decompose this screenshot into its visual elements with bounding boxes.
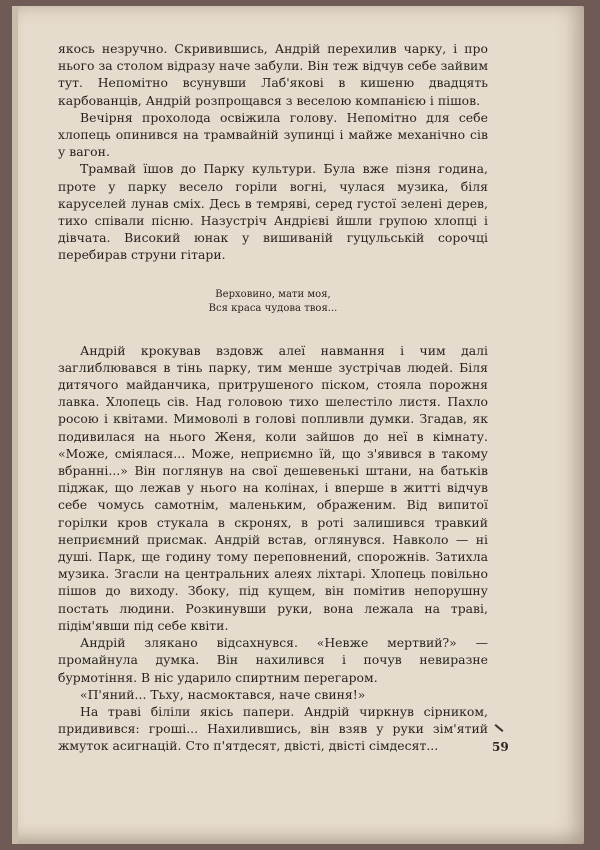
poem-epigraph — [58, 288, 488, 316]
poem-line: Вся краса чудова твоя... — [208, 302, 338, 314]
page-text-block — [58, 40, 488, 755]
paragraph: Трамвай їшов до Парку культури. Була вже пізня година, проте у парку весело горіли вогні, чулася музика, біля каруселей лунав сміх. Десь в темряві, серед густої зелені дерев, тихо співали пісню. Назустріч Андрієві йшли групою хлопці і дівчата. Високий юнак у вишиваній гуцульській сорочці перебирав струни гітари. — [58, 161, 488, 263]
paragraph: Андрій крокував вздовж алеї навмання і чим далі заглиблювався в тінь парку, тим менше зустрічав людей. Біля дитячого майданчика, притрушеного піском, стояла порожня лавка. Хлопець сів. Над головою тихо шелестіло листя. Пахло росою і квітами. Мимоволі в голові попливли думки. Згадав, як подивилася на нього Женя, коли зайшов до неї в кімнату. «Може, сміялася... Може, неприємно їй, що з'явився в такому вбранні...» Він поглянув на свої дешевенькі штани, на батьків піджак, що лежав у нього на колінах, і вперше в житті відчув себе чомусь самотнім, маленьким, ображеним. Від випитої горілки кров стукала в скронях, в роті залишився травкий неприємний присмак. Андрій встав, оглянувся. Навколо — ні душі. Парк, ще годину тому переповнений, спорожнів. Затихла музика. Згасли на центральних алеях ліхтарі. Хлопець повільно пішов до виходу. Збоку, під кущем, він помітив непорушну постать людини. Розкинувши руки, вона лежала на траві, підім'явши під себе квіти. — [58, 342, 488, 633]
poem-line: Верховино, мати моя, — [215, 288, 331, 300]
paragraph: На траві біліли якісь папери. Андрій чиркнув сірником, придивився: гроші... Нахилившись, він взяв у руки зім'ятий жмуток асигнацій. Сто п'ятдесят, двісті, двісті сімдесят... — [58, 703, 488, 754]
page-spine-edge — [12, 6, 18, 844]
paragraph: Андрій злякано відсахнувся. «Невже мертвий?» — промайнула думка. Він нахилився і почув невиразне бурмотіння. В ніс ударило спиртним перегаром. — [58, 635, 488, 685]
page-number: 59 — [492, 740, 509, 754]
paragraph-continued: якось незручно. Скривившись, Андрій перехилив чарку, і про нього за столом відразу наче забули. Він теж відчув себе зайвим тут. Непомітно всунувши Лаб'якові в кишеню двадцять карбованців, Андрій розпрощався з веселою компанією і пішов. — [58, 41, 488, 108]
paragraph: Вечірня прохолода освіжила голову. Непомітно для себе хлопець опинився на трамвайній зупинці і майже механічно сів у вагон. — [58, 109, 488, 160]
paragraph: «П'яний... Тьху, насмоктався, наче свиня!» — [80, 686, 366, 702]
